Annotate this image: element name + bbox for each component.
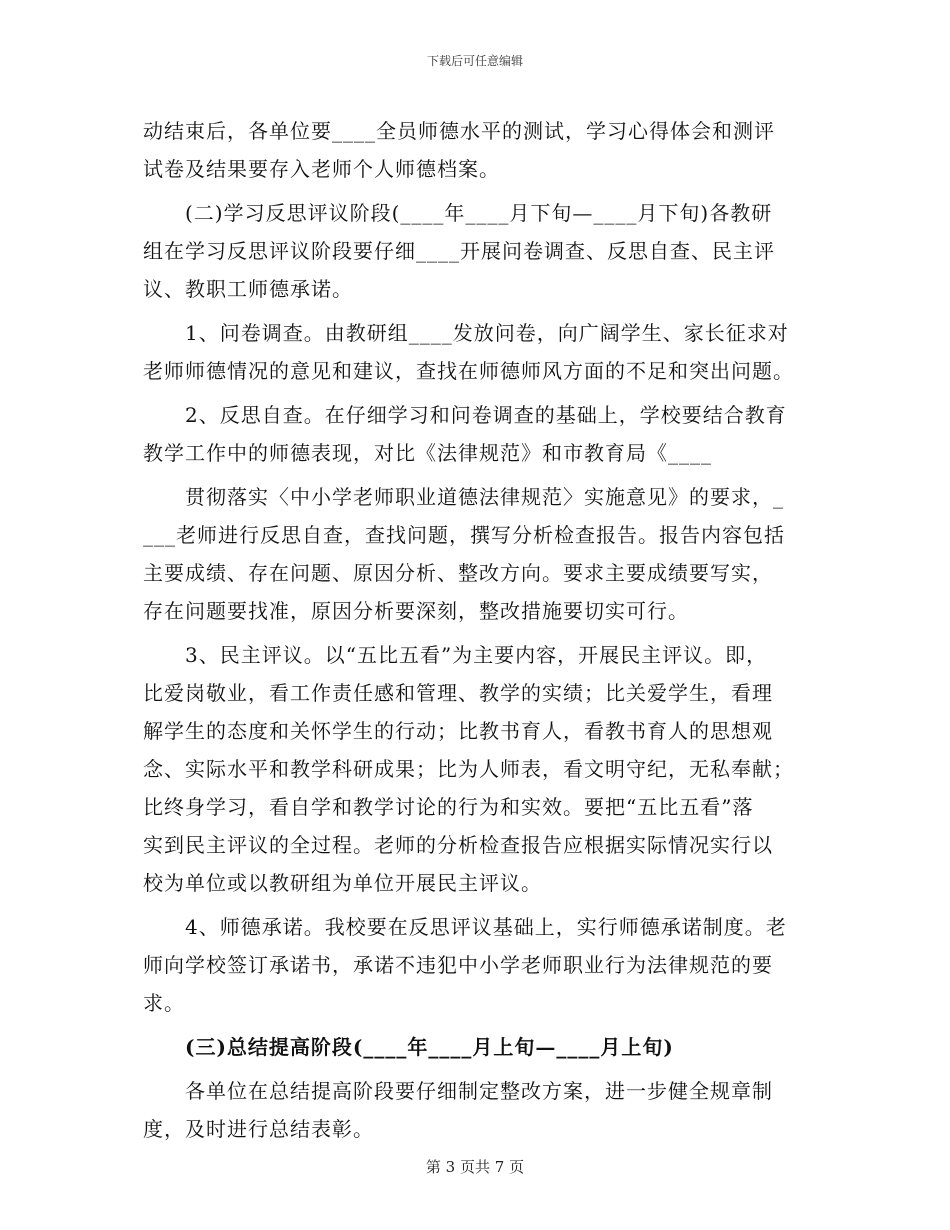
paragraph-line: 贯彻落实〈中小学老师职业道德法律规范〉实施意见》的要求，_ [185,485,784,509]
paragraph-line: 议、教职工师德承诺。 [143,277,353,301]
paragraph-line: 校为单位或以教研组为单位开展民主评议。 [143,871,542,895]
page-header: 下载后可任意编辑 [426,54,523,68]
paragraph-line: 比爱岗敬业，看工作责任感和管理、教学的实绩；比关爱学生，看理 [143,681,773,705]
paragraph-line: 念、实际水平和教学科研成果；比为人师表，看文明守纪，无私奉献； [143,757,794,781]
page-number: 第 3 页共 7 页 [425,1158,525,1176]
paragraph-line: 各单位在总结提高阶段要仔细制定整改方案，进一步健全规章制 [185,1079,773,1103]
item-3-line: 3、民主评议。以“五比五看”为主要内容，开展民主评议。即， [185,643,768,667]
paragraph-line: 存在问题要找准，原因分析要深刻，整改措施要切实可行。 [143,599,689,623]
section-heading-2: (二)学习反思评议阶段(____年____月下旬—____月下旬)各教研 [185,201,773,225]
paragraph-line: ___老师进行反思自查，查找问题，撰写分析检查报告。报告内容包括 [143,523,785,547]
paragraph-line: 老师师德情况的意见和建议，查找在师德师风方面的不足和突出问题。 [143,359,794,383]
paragraph-line: 试卷及结果要存入老师个人师德档案。 [143,157,500,181]
paragraph-line: 度，及时进行总结表彰。 [143,1117,374,1141]
paragraph-line: 解学生的态度和关怀学生的行动；比教书育人，看教书育人的思想观 [143,719,773,743]
paragraph-line: 教学工作中的师德表现，对比《法律规范》和市教育局《____ [143,441,712,465]
item-4-line: 4、师德承诺。我校要在反思评议基础上，实行师德承诺制度。老 [185,915,787,939]
paragraph-line: 实到民主评议的全过程。老师的分析检查报告应根据实际情况实行以 [143,833,773,857]
paragraph-line: 求。 [143,991,185,1015]
paragraph-line: 主要成绩、存在问题、原因分析、整改方向。要求主要成绩要写实， [143,561,773,585]
document-body [143,112,813,1148]
section-heading-3: (三)总结提高阶段(____年____月上旬—____月上旬) [185,1035,674,1059]
paragraph-line: 比终身学习，看自学和教学讨论的行为和实效。要把“五比五看”落 [143,795,754,819]
paragraph-line: 师向学校签订承诺书，承诺不违犯中小学老师职业行为法律规范的要 [143,953,773,977]
paragraph-line: 组在学习反思评议阶段要仔细____开展问卷调查、反思自查、民主评 [143,239,775,263]
item-1-line: 1、问卷调查。由教研组____发放问卷，向广阔学生、家长征求对 [185,321,789,345]
paragraph-line: 动结束后，各单位要____全员师德水平的测试，学习心得体会和测评 [143,119,775,143]
item-2-line: 2、反思自查。在仔细学习和问卷调查的基础上，学校要结合教育 [185,403,787,427]
